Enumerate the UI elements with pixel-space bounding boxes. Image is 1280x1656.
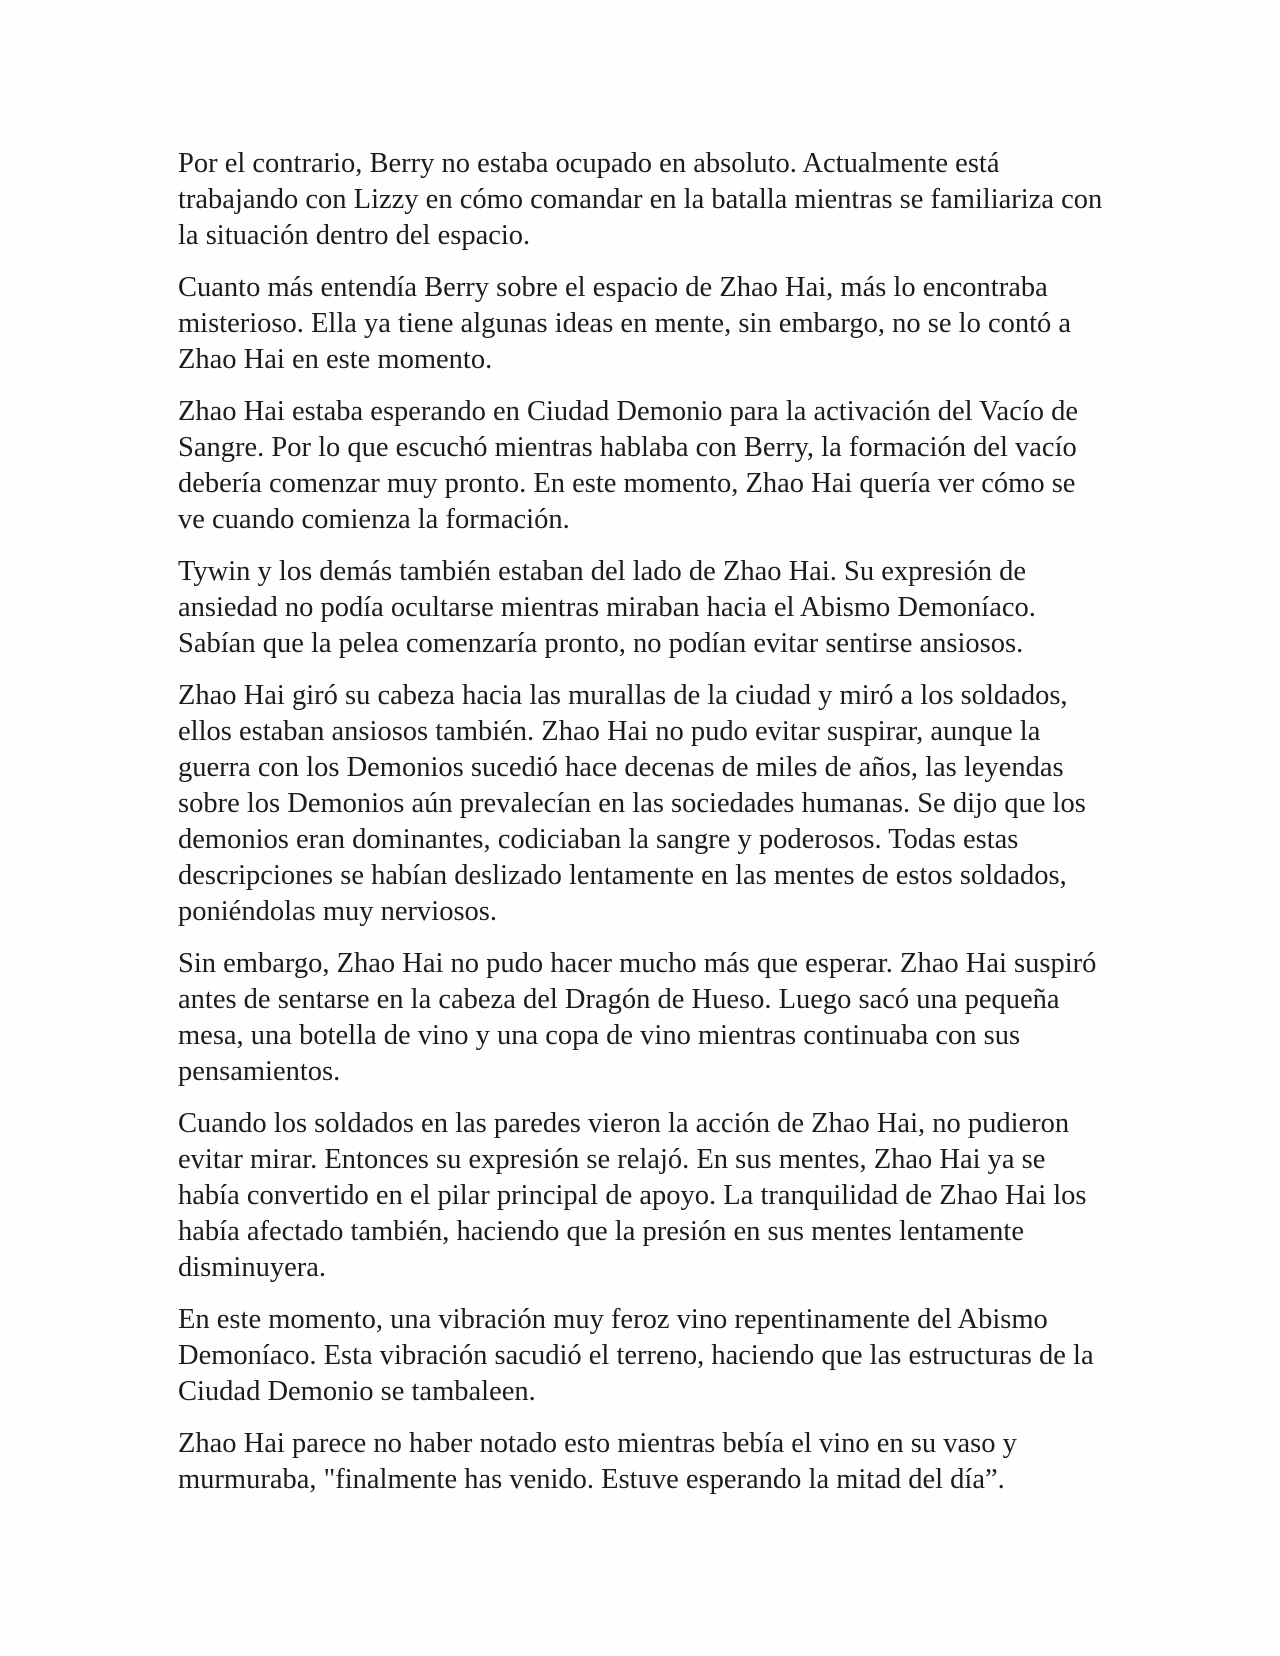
paragraph: Tywin y los demás también estaban del lado de Zhao Hai. Su expresión de ansiedad no podía ocultarse mientras miraban hacia el Abismo Demoníaco. Sabían que la pelea comenzaría pronto, no podían evitar sentirse ansiosos. (178, 556, 1036, 659)
paragraph: Zhao Hai estaba esperando en Ciudad Demonio para la activación del Vacío de Sangre. Por lo que escuchó mientras hablaba con Berry, la formación del vacío debería comenzar muy pronto. En este momento, Zhao Hai quería ver cómo se ve cuando comienza la formación. (178, 396, 1079, 535)
paragraph: Por el contrario, Berry no estaba ocupado en absoluto. Actualmente está trabajando con Lizzy en cómo comandar en la batalla mientras se familiariza con la situación dentro del espacio. (178, 148, 1103, 251)
paragraph: Zhao Hai giró su cabeza hacia las murallas de la ciudad y miró a los soldados, ellos estaban ansiosos también. Zhao Hai no pudo evitar suspirar, aunque la guerra con los Demonios sucedió hace decenas de miles de años, las leyendas sobre los Demonios aún prevalecían en las sociedades humanas. Se dijo que los demonios eran dominantes, codiciaban la sangre y poderosos. Todas estas descripciones se habían deslizado lentamente en las mentes de estos soldados, poniéndolas muy nerviosos. (178, 680, 1086, 927)
paragraph: Cuando los soldados en las paredes vieron la acción de Zhao Hai, no pudieron evitar mirar. Entonces su expresión se relajó. En sus mentes, Zhao Hai ya se había convertido en el pilar principal de apoyo. La tranquilidad de Zhao Hai los había afectado también, haciendo que la presión en sus mentes lentamente disminuyera. (178, 1108, 1087, 1283)
paragraph: Cuanto más entendía Berry sobre el espacio de Zhao Hai, más lo encontraba misterioso. Ella ya tiene algunas ideas en mente, sin embargo, no se lo contó a Zhao Hai en este momento. (178, 272, 1072, 375)
document-body (178, 146, 1108, 1514)
paragraph: Sin embargo, Zhao Hai no pudo hacer mucho más que esperar. Zhao Hai suspiró antes de sentarse en la cabeza del Dragón de Hueso. Luego sacó una pequeña mesa, una botella de vino y una copa de vino mientras continuaba con sus pensamientos. (178, 948, 1097, 1087)
paragraph: Zhao Hai parece no haber notado esto mientras bebía el vino en su vaso y murmuraba, "finalmente has venido. Estuve esperando la mitad del día”. (178, 1428, 1017, 1495)
paragraph: En este momento, una vibración muy feroz vino repentinamente del Abismo Demoníaco. Esta vibración sacudió el terreno, haciendo que las estructuras de la Ciudad Demonio se tambaleen. (178, 1304, 1094, 1407)
